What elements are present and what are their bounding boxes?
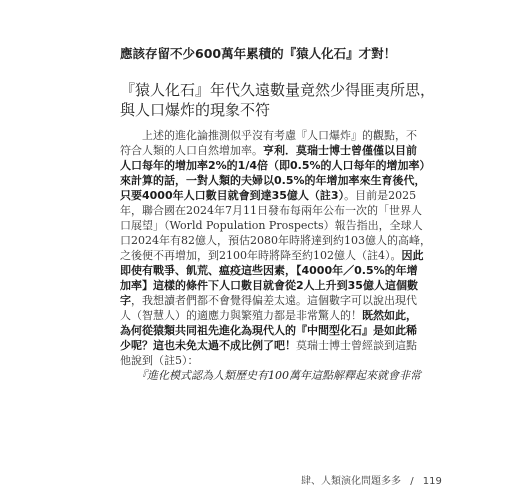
bold-run: 字 [120,294,131,307]
body-line [120,263,418,278]
lead-sentence: 應該存留不少600萬年累積的『猿人化石』才對！ [120,46,397,61]
body-line [120,143,418,158]
body-line [120,353,418,368]
bold-run: 既然如此， [362,309,417,322]
body-line [120,218,423,233]
body-line [120,308,418,323]
bold-run: 因此 [401,249,424,262]
bold-run: 少呢？這也未免太過不成比例了吧！ [120,339,296,352]
body-line [120,293,418,308]
text-run: 口展望」（World Population Prospects）報告指出，全球人 [120,219,423,232]
text-run: 人（智慧人）的適應力與繁殖力都是非常驚人的！ [120,309,362,322]
body-line [120,158,431,173]
text-run: 符合人類的人口自然增加率。 [120,144,263,157]
body-line [120,188,418,203]
body-text [120,128,431,383]
text-run: 口2024年有82億人，預估2080年時將達到約103億人的高峰， [120,234,431,247]
bold-run: 即使有戰爭、飢荒、瘟疫這些因素，【4000年／0.5%的年增 [120,264,418,277]
block-quote-line [120,368,421,383]
chapter-title: 肆、人類演化問題多多 [301,476,401,487]
body-line [120,323,418,338]
text-run: 年，聯合國在2024年7月11日發布每兩年公布一次的「世界人 [120,204,422,217]
text-run: 他說到（註5）： [120,354,199,367]
footer-separator: / [410,476,414,487]
quote-run: 『進化模式認為人類歷史有100萬年這點解釋起來就會非常 [136,369,421,382]
page-footer [301,472,442,487]
text-run: 莫瑞士博士曾經談到這點 [296,339,417,352]
body-line [120,278,418,293]
body-line [120,203,422,218]
body-line [120,248,424,263]
text-run: 上述的進化論推測似乎沒有考慮『人口爆炸』的觀點，不 [142,129,417,142]
bold-run: 亨利．莫瑞士博士曾僅僅以目前 [263,144,417,157]
text-run: 之後便不再增加，到2100年時將降至約102億人（註4）。 [120,249,402,262]
bold-run: 只要4000年人口數目就會到達35億人（註3） [120,189,345,202]
body-line [120,233,431,248]
heading-line-2: 與人口爆炸的現象不符 [120,101,271,119]
bold-run: 加率】這樣的條件下人口數目就會從2人上升到35億人這個數 [120,279,418,292]
section-heading [120,80,436,120]
page-number: 119 [422,476,442,487]
bold-run: 為何從猿類共同祖先進化為現代人的『中間型化石』是如此稀 [120,324,417,337]
body-line [120,173,426,188]
bold-run: 人口每年的增加率2%的1/4倍（即0.5%的人口每年的增加率） [120,159,431,172]
text-run: 。目前是2025 [344,189,417,202]
bold-run: 來計算的話，一對人類的夫婦以0.5%的年增加率來生育後代， [120,174,426,187]
heading-line-1: 『猿人化石』年代久遠數量竟然少得匪夷所思， [120,81,436,99]
body-line [120,338,418,353]
body-line [120,128,418,143]
text-run: ，我想讀者們都不會覺得偏差太遠。這個數字可以說出現代 [131,294,417,307]
